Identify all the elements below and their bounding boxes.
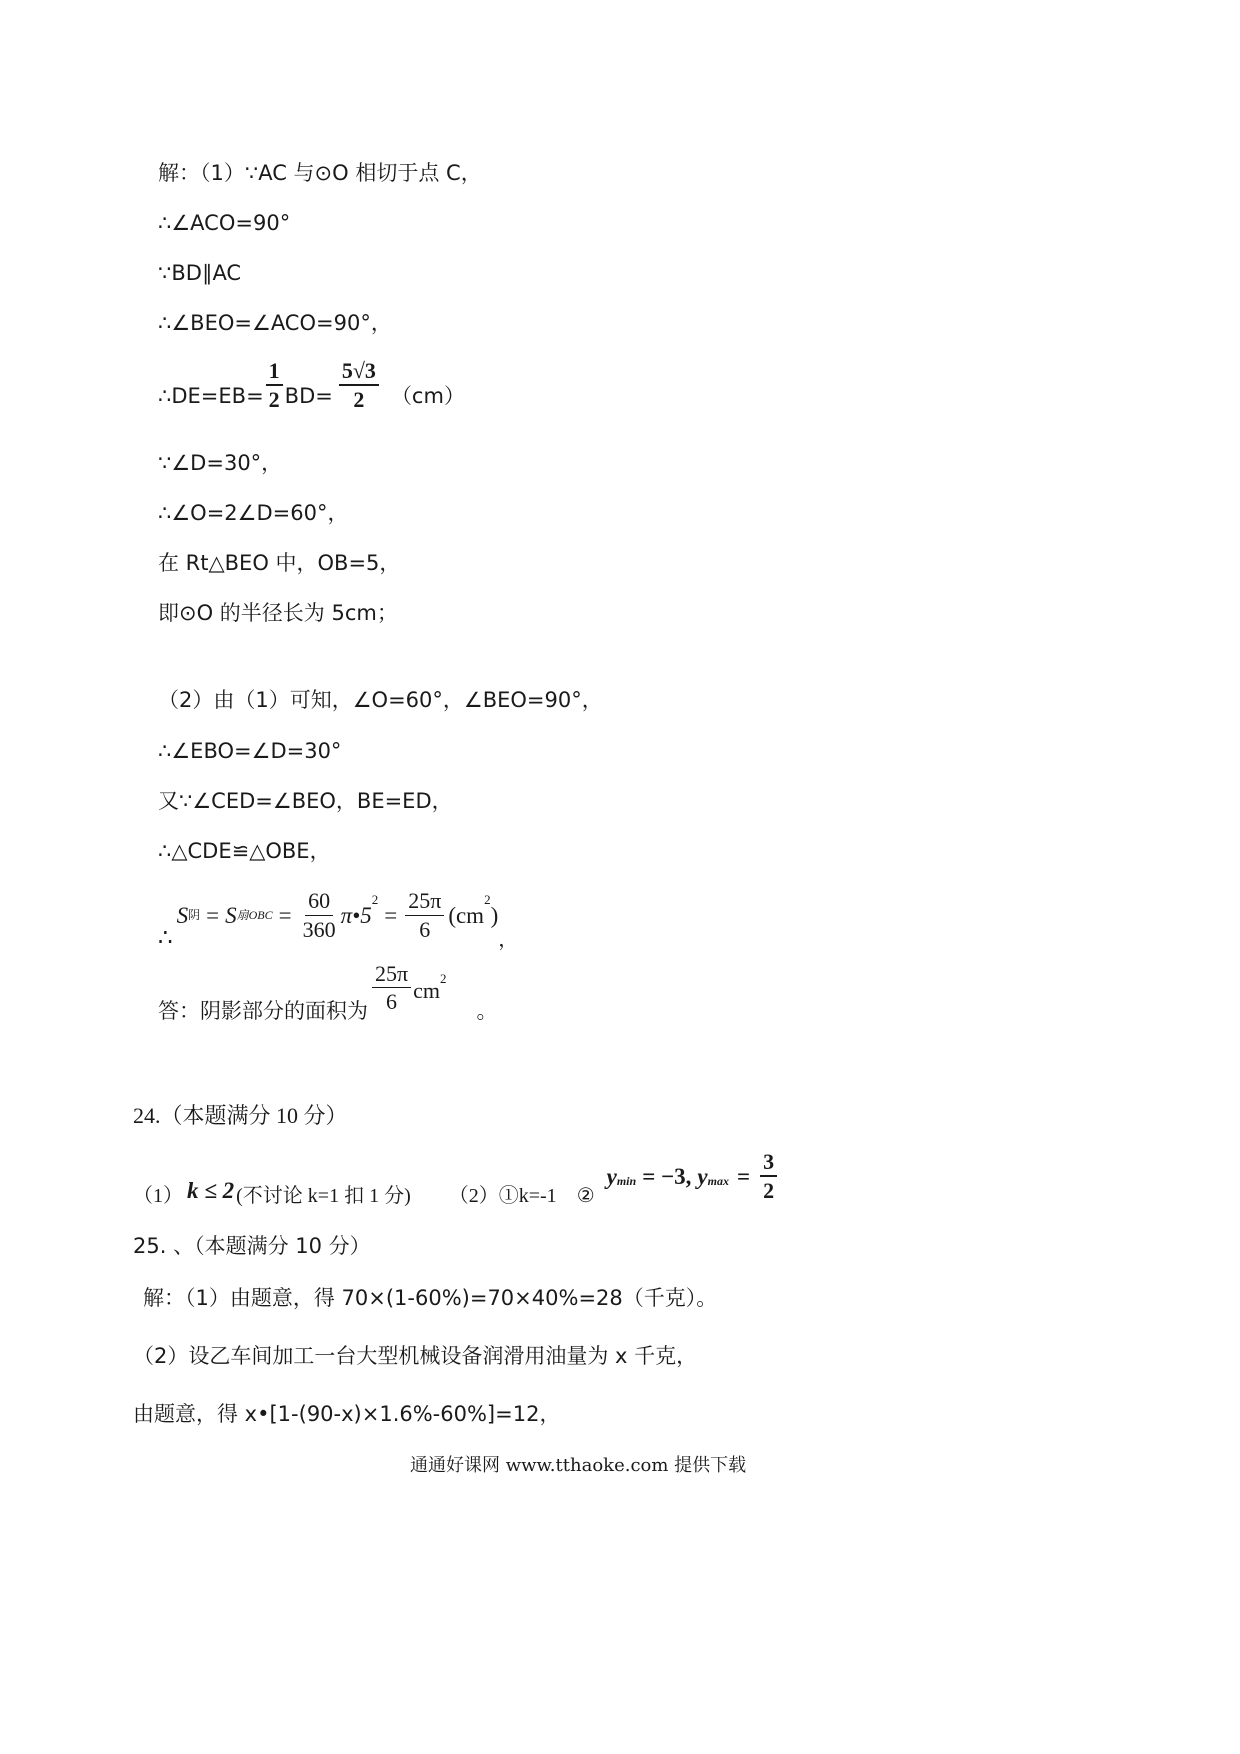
equals-sign: = xyxy=(736,1163,751,1189)
square-exponent: 2 xyxy=(371,892,379,907)
answer-text: 答：阴影部分的面积为 xyxy=(158,999,368,1023)
part-label: （1） xyxy=(133,1185,183,1207)
text-line: （2）设乙车间加工一台大型机械设备润滑用油量为 x 千克， xyxy=(133,1344,698,1368)
question-25-title: 25. 、（本题满分 10 分） xyxy=(133,1234,371,1258)
therefore-symbol: ∴ xyxy=(158,925,173,950)
text-line: 由题意，得 x•[1-(90-x)×1.6%-60%]=12， xyxy=(133,1402,561,1426)
y-min-value: = −3, xyxy=(642,1163,692,1189)
fraction-denominator: 2 xyxy=(268,387,280,412)
fraction-denominator: 2 xyxy=(353,387,365,412)
unit-close: ) xyxy=(490,902,499,928)
question-24-answer xyxy=(133,1150,779,1210)
text-line: ∴∠ACO=90° xyxy=(158,211,291,235)
fraction-60-360 xyxy=(300,889,339,940)
text-line: 解：（1）由题意，得 70×(1-60%)=70×40%=28（千克）。 xyxy=(143,1286,718,1310)
fraction-numerator: 3 xyxy=(760,1150,777,1177)
k-condition: k ≤ 2 xyxy=(187,1178,235,1203)
subscript-shadow: 阴 xyxy=(188,908,201,922)
text-line: ∴∠O=2∠D=60°， xyxy=(158,501,349,525)
unit-text: （cm） xyxy=(390,383,465,408)
text-line: ∴∠EBO=∠D=30° xyxy=(158,739,342,763)
fraction-numerator: 60 xyxy=(305,889,333,915)
area-symbol: S xyxy=(176,902,189,928)
comma: ， xyxy=(498,927,519,951)
text-line: ∴∠BEO=∠ACO=90°， xyxy=(158,311,392,335)
unit-text: (cm xyxy=(448,902,485,928)
fraction-denominator: 2 xyxy=(763,1178,775,1204)
part-label: （2）①k=-1 xyxy=(448,1185,557,1207)
text-line: （2）由（1）可知，∠O=60°，∠BEO=90°， xyxy=(158,688,603,712)
text-line: 又∵∠CED=∠BEO，BE=ED， xyxy=(158,789,453,813)
text-line: 即⊙O 的半径长为 5cm； xyxy=(158,601,398,625)
subscript-sector: 扇OBC xyxy=(236,908,273,922)
text-segment: ∴DE=EB= xyxy=(158,383,264,408)
text-line: 解：（1）∵AC 与⊙O 相切于点 C， xyxy=(158,161,482,185)
fraction-denominator: 6 xyxy=(386,989,398,1015)
answer-end: 。 xyxy=(476,999,498,1023)
deduction-note: (不讨论 k=1 扣 1 分) xyxy=(236,1185,411,1207)
text-line: ∵∠D=30°， xyxy=(158,451,283,475)
y-max-symbol: y xyxy=(697,1163,708,1189)
text-segment: BD= xyxy=(284,383,333,408)
y-max-fraction xyxy=(760,1150,777,1202)
area-symbol: S xyxy=(225,902,237,928)
answer-unit: cm xyxy=(413,978,440,1003)
fraction-numerator: 5√3 xyxy=(339,359,379,386)
fraction-25pi-6 xyxy=(405,889,444,940)
fraction-value xyxy=(339,359,379,411)
de-eb-line xyxy=(158,357,465,426)
fraction-numerator: 25π xyxy=(405,889,444,915)
fraction-half xyxy=(266,359,283,411)
equals-sign: = xyxy=(384,902,398,928)
question-24-title: 24.（本题满分 10 分） xyxy=(133,1103,348,1128)
y-min-symbol: y xyxy=(606,1163,617,1189)
answer-line xyxy=(158,962,498,1026)
equals-sign: = xyxy=(278,902,292,928)
sub-part-label: ② xyxy=(576,1185,595,1207)
pi-times-five: π•5 xyxy=(340,902,372,928)
answer-unit-exponent: 2 xyxy=(440,971,447,986)
unit-exponent: 2 xyxy=(484,892,491,907)
equals-sign: = xyxy=(206,902,220,928)
fraction-numerator: 1 xyxy=(266,359,283,386)
page-footer: 通通好课网 www.tthaoke.com 提供下载 xyxy=(410,1455,747,1476)
text-line: 在 Rt△BEO 中，OB=5， xyxy=(158,551,401,575)
fraction-denominator: 360 xyxy=(302,916,336,942)
text-line: ∵BD∥AC xyxy=(158,261,242,285)
area-formula xyxy=(158,885,519,951)
answer-fraction xyxy=(372,962,411,1013)
y-min-subscript: min xyxy=(616,1174,637,1189)
y-max-subscript: max xyxy=(707,1174,729,1189)
y-extremes xyxy=(607,1150,779,1202)
text-line: ∴△CDE≌△OBE， xyxy=(158,839,331,863)
fraction-numerator: 25π xyxy=(372,962,411,988)
fraction-denominator: 6 xyxy=(419,916,431,942)
